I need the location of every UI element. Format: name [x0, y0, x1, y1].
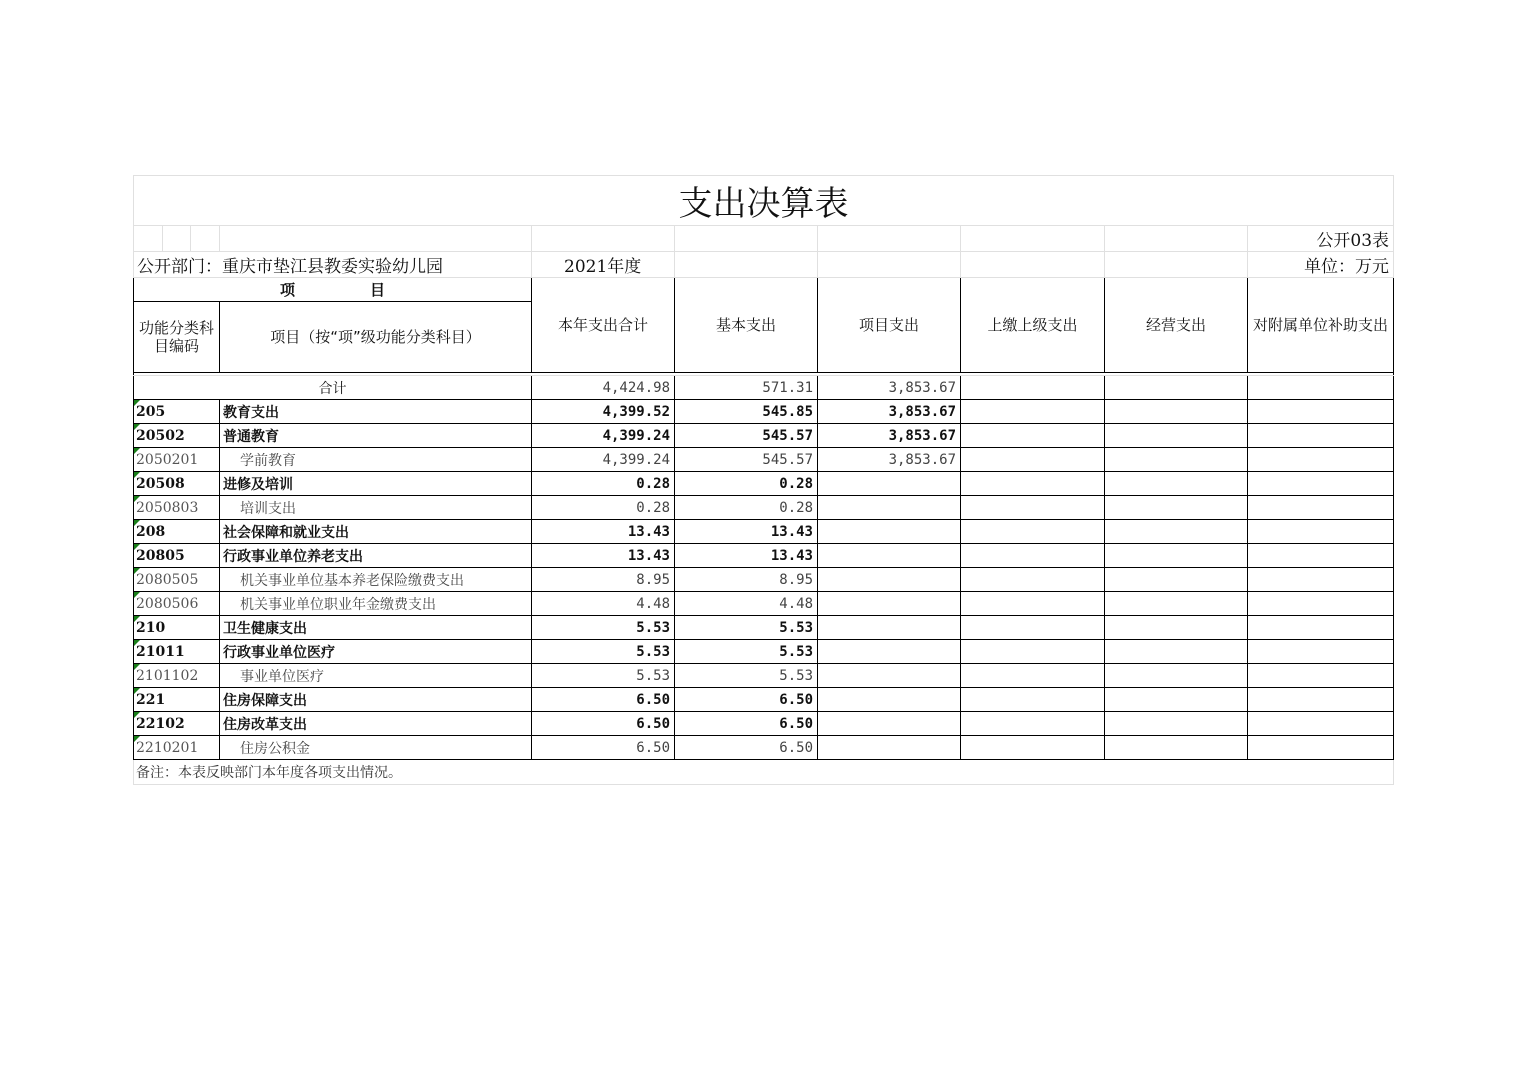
row-basic: 0.28 [675, 472, 818, 496]
row-basic: 545.57 [675, 448, 818, 472]
table-row [134, 688, 1394, 712]
table-row [134, 472, 1394, 496]
row-subsidy [1248, 568, 1394, 592]
row-project [818, 736, 961, 760]
comment-marker-icon [134, 544, 140, 550]
row-total: 6.50 [532, 712, 675, 736]
total-label: 合计 [134, 376, 532, 400]
comment-marker-icon [134, 424, 140, 430]
row-business [1105, 568, 1248, 592]
item-group-header: 项 目 [134, 278, 532, 302]
table-row [134, 400, 1394, 424]
row-name: 事业单位医疗 [220, 664, 532, 688]
header-project: 项目支出 [818, 278, 961, 373]
table-note: 备注：本表反映部门本年度各项支出情况。 [134, 760, 1394, 785]
row-name: 卫生健康支出 [220, 616, 532, 640]
row-business [1105, 664, 1248, 688]
row-business [1105, 496, 1248, 520]
row-code-text: 210 [136, 619, 166, 636]
table-row [134, 736, 1394, 760]
table-row [134, 592, 1394, 616]
row-upper [961, 424, 1105, 448]
row-business [1105, 544, 1248, 568]
row-total: 4,399.24 [532, 424, 675, 448]
row-total: 5.53 [532, 664, 675, 688]
row-business [1105, 640, 1248, 664]
row-code-text: 21011 [136, 643, 185, 660]
row-basic: 5.53 [675, 616, 818, 640]
total-project: 3,853.67 [818, 376, 961, 400]
row-project: 3,853.67 [818, 424, 961, 448]
row-code [134, 664, 220, 688]
comment-marker-icon [134, 712, 140, 718]
row-upper [961, 472, 1105, 496]
row-subsidy [1248, 736, 1394, 760]
row-code-text: 221 [136, 691, 166, 708]
row-code-text: 22102 [136, 715, 185, 732]
row-upper [961, 640, 1105, 664]
header-total: 本年支出合计 [532, 278, 675, 373]
row-subsidy [1248, 544, 1394, 568]
row-basic: 13.43 [675, 520, 818, 544]
comment-marker-icon [134, 664, 140, 670]
row-name: 机关事业单位职业年金缴费支出 [220, 592, 532, 616]
row-code [134, 424, 220, 448]
table-row [134, 640, 1394, 664]
row-total: 13.43 [532, 520, 675, 544]
fiscal-year: 2021年度 [532, 252, 675, 278]
row-total: 4.48 [532, 592, 675, 616]
table-row [134, 424, 1394, 448]
row-basic: 6.50 [675, 736, 818, 760]
table-row [134, 496, 1394, 520]
row-code [134, 544, 220, 568]
row-business [1105, 520, 1248, 544]
row-code-text: 2050803 [136, 499, 199, 516]
row-code-text: 2050201 [136, 451, 199, 468]
expenditure-table [133, 175, 1394, 785]
row-name: 普通教育 [220, 424, 532, 448]
table-row [134, 544, 1394, 568]
row-code-text: 208 [136, 523, 166, 540]
row-total: 0.28 [532, 496, 675, 520]
row-subsidy [1248, 616, 1394, 640]
row-upper [961, 616, 1105, 640]
comment-marker-icon [134, 688, 140, 694]
row-name: 行政事业单位医疗 [220, 640, 532, 664]
row-business [1105, 592, 1248, 616]
row-code-text: 20502 [136, 427, 185, 444]
comment-marker-icon [134, 448, 140, 454]
row-total: 5.53 [532, 616, 675, 640]
row-code [134, 736, 220, 760]
row-project [818, 520, 961, 544]
row-basic: 6.50 [675, 712, 818, 736]
row-code [134, 496, 220, 520]
row-upper [961, 496, 1105, 520]
header-upper: 上缴上级支出 [961, 278, 1105, 373]
row-business [1105, 712, 1248, 736]
department-label: 公开部门：重庆市垫江县教委实验幼儿园 [134, 252, 532, 278]
row-business [1105, 400, 1248, 424]
row-name: 行政事业单位养老支出 [220, 544, 532, 568]
row-upper [961, 544, 1105, 568]
row-basic: 8.95 [675, 568, 818, 592]
row-code-text: 2210201 [136, 739, 199, 756]
row-subsidy [1248, 664, 1394, 688]
row-subsidy [1248, 520, 1394, 544]
row-basic: 545.85 [675, 400, 818, 424]
row-upper [961, 664, 1105, 688]
row-code-text: 20508 [136, 475, 185, 492]
row-project [818, 640, 961, 664]
row-basic: 4.48 [675, 592, 818, 616]
row-total: 6.50 [532, 736, 675, 760]
row-upper [961, 712, 1105, 736]
row-subsidy [1248, 472, 1394, 496]
comment-marker-icon [134, 520, 140, 526]
row-code [134, 616, 220, 640]
row-code-text: 205 [136, 403, 166, 420]
row-total: 5.53 [532, 640, 675, 664]
row-total: 0.28 [532, 472, 675, 496]
row-upper [961, 568, 1105, 592]
row-basic: 5.53 [675, 640, 818, 664]
row-basic: 5.53 [675, 664, 818, 688]
row-upper [961, 448, 1105, 472]
row-basic: 545.57 [675, 424, 818, 448]
header-basic: 基本支出 [675, 278, 818, 373]
row-subsidy [1248, 640, 1394, 664]
comment-marker-icon [134, 640, 140, 646]
row-total: 8.95 [532, 568, 675, 592]
table-row [134, 616, 1394, 640]
row-project [818, 496, 961, 520]
row-total: 13.43 [532, 544, 675, 568]
row-upper [961, 592, 1105, 616]
row-business [1105, 448, 1248, 472]
row-upper [961, 520, 1105, 544]
row-code [134, 400, 220, 424]
row-business [1105, 616, 1248, 640]
comment-marker-icon [134, 736, 140, 742]
total-row [134, 376, 1394, 400]
row-basic: 13.43 [675, 544, 818, 568]
row-upper [961, 736, 1105, 760]
total-total: 4,424.98 [532, 376, 675, 400]
row-code [134, 712, 220, 736]
row-name: 社会保障和就业支出 [220, 520, 532, 544]
form-number: 公开03表 [1248, 226, 1394, 252]
comment-marker-icon [134, 472, 140, 478]
header-business: 经营支出 [1105, 278, 1248, 373]
table-title: 支出决算表 [134, 176, 1394, 226]
row-basic: 0.28 [675, 496, 818, 520]
comment-marker-icon [134, 400, 140, 406]
row-code [134, 592, 220, 616]
row-upper [961, 688, 1105, 712]
table-row [134, 712, 1394, 736]
row-code-text: 2101102 [136, 667, 199, 684]
row-code [134, 688, 220, 712]
row-subsidy [1248, 496, 1394, 520]
table-row [134, 568, 1394, 592]
row-name: 住房保障支出 [220, 688, 532, 712]
row-total: 4,399.52 [532, 400, 675, 424]
header-subsidy: 对附属单位补助支出 [1248, 278, 1394, 373]
table-row [134, 448, 1394, 472]
row-name: 机关事业单位基本养老保险缴费支出 [220, 568, 532, 592]
row-subsidy [1248, 424, 1394, 448]
row-subsidy [1248, 400, 1394, 424]
expenditure-table-sheet [133, 175, 1393, 781]
row-project [818, 472, 961, 496]
comment-marker-icon [134, 496, 140, 502]
row-name: 进修及培训 [220, 472, 532, 496]
row-project [818, 712, 961, 736]
row-upper [961, 400, 1105, 424]
row-code-text: 2080506 [136, 595, 199, 612]
row-code [134, 568, 220, 592]
row-total: 6.50 [532, 688, 675, 712]
row-name: 教育支出 [220, 400, 532, 424]
row-name: 学前教育 [220, 448, 532, 472]
row-subsidy [1248, 448, 1394, 472]
row-project: 3,853.67 [818, 448, 961, 472]
row-code [134, 448, 220, 472]
comment-marker-icon [134, 616, 140, 622]
row-name: 培训支出 [220, 496, 532, 520]
row-business [1105, 688, 1248, 712]
row-business [1105, 472, 1248, 496]
row-project [818, 592, 961, 616]
row-code [134, 640, 220, 664]
row-project [818, 568, 961, 592]
comment-marker-icon [134, 568, 140, 574]
row-subsidy [1248, 712, 1394, 736]
row-project: 3,853.67 [818, 400, 961, 424]
row-project [818, 544, 961, 568]
row-project [818, 664, 961, 688]
header-func-code: 功能分类科目编码 [134, 302, 220, 373]
row-code-text: 20805 [136, 547, 185, 564]
row-code [134, 520, 220, 544]
table-row [134, 520, 1394, 544]
row-code-text: 2080505 [136, 571, 199, 588]
row-business [1105, 424, 1248, 448]
row-code [134, 472, 220, 496]
row-subsidy [1248, 688, 1394, 712]
row-basic: 6.50 [675, 688, 818, 712]
row-name: 住房改革支出 [220, 712, 532, 736]
row-name: 住房公积金 [220, 736, 532, 760]
unit-label: 单位：万元 [1248, 252, 1394, 278]
total-basic: 571.31 [675, 376, 818, 400]
header-item-name: 项目（按“项”级功能分类科目） [220, 302, 532, 373]
comment-marker-icon [134, 592, 140, 598]
row-subsidy [1248, 592, 1394, 616]
row-business [1105, 736, 1248, 760]
row-total: 4,399.24 [532, 448, 675, 472]
row-project [818, 616, 961, 640]
table-row [134, 664, 1394, 688]
row-project [818, 688, 961, 712]
